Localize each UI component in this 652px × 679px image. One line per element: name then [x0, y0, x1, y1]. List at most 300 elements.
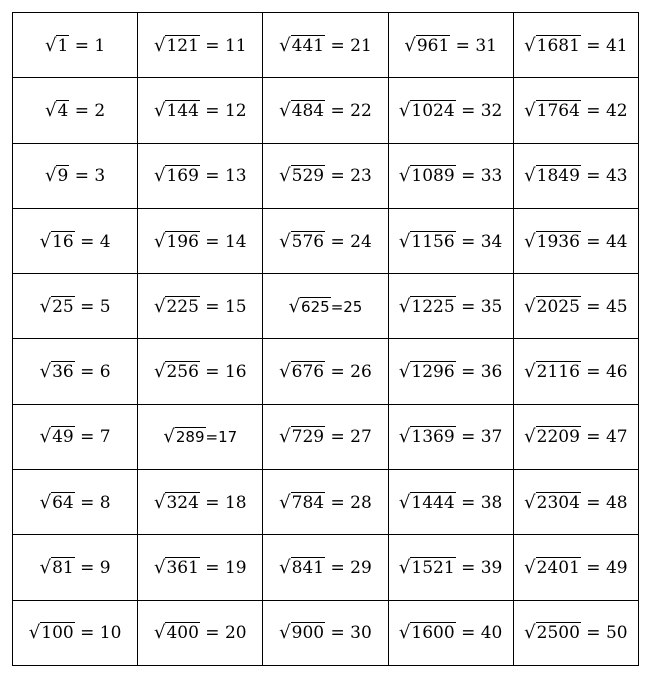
root-value: 44 [605, 231, 628, 252]
square-root-symbol: √ [153, 165, 166, 187]
root-value: 27 [350, 427, 372, 448]
table-row [13, 143, 639, 208]
root-value: 3 [94, 166, 106, 187]
radicand: 1 [57, 35, 69, 56]
radicand: 1764 [536, 100, 580, 121]
equals-sign: = [325, 100, 351, 121]
table-row [13, 404, 639, 469]
radicand: 1936 [536, 231, 580, 252]
root-value: 18 [224, 492, 247, 513]
radicand: 36 [52, 362, 74, 383]
radicand: 169 [166, 166, 199, 187]
root-value: 40 [480, 623, 503, 644]
radicand: 2209 [536, 427, 580, 448]
root-value: 48 [605, 492, 628, 513]
square-root-symbol: √ [279, 491, 291, 513]
radicand: 1089 [411, 166, 455, 187]
radicand: 400 [166, 623, 199, 644]
square-root-symbol: √ [39, 230, 52, 252]
table-cell [513, 404, 638, 469]
table-cell [13, 470, 138, 535]
table-cell [13, 143, 138, 208]
radicand: 784 [291, 492, 325, 513]
square-root-equation [399, 426, 502, 447]
equals-sign: = [580, 623, 606, 644]
square-root-equation [40, 426, 111, 447]
root-value: 50 [605, 623, 628, 644]
square-root-equation [524, 100, 627, 121]
table-cell [388, 208, 513, 273]
square-root-symbol: √ [398, 99, 411, 121]
square-root-equation [524, 426, 627, 447]
root-value: 15 [224, 296, 247, 317]
radicand: 2500 [536, 623, 580, 644]
radicand: 576 [291, 231, 325, 252]
equals-sign: = [455, 492, 481, 513]
square-root-symbol: √ [39, 491, 52, 513]
square-root-symbol: √ [163, 426, 175, 448]
radicand: 1296 [411, 362, 455, 383]
square-root-symbol: √ [524, 295, 536, 317]
root-value: 25 [343, 297, 363, 316]
equals-sign: = [199, 558, 225, 579]
equals-sign: = [199, 166, 225, 187]
radicand: 484 [291, 100, 325, 121]
radicand: 1600 [411, 623, 455, 644]
radicand: 324 [166, 492, 199, 513]
table-cell [263, 404, 388, 469]
table-cell [388, 600, 513, 665]
square-root-equation [524, 165, 627, 186]
equals-sign: = [455, 362, 481, 383]
square-root-symbol: √ [279, 99, 291, 121]
table-row [13, 78, 639, 143]
square-root-symbol: √ [153, 491, 166, 513]
radicand: 841 [291, 558, 325, 579]
equals-sign: = [69, 100, 95, 121]
square-root-symbol: √ [524, 99, 536, 121]
root-value: 29 [350, 558, 372, 579]
root-value: 12 [224, 100, 247, 121]
square-root-equation [399, 557, 502, 578]
root-value: 20 [224, 623, 247, 644]
equals-sign: = [455, 427, 481, 448]
square-root-equation [279, 165, 372, 186]
square-root-equation [524, 557, 627, 578]
root-value: 2 [94, 100, 106, 121]
table-cell [138, 208, 263, 273]
table-cell [263, 274, 388, 339]
table-cell [513, 535, 638, 600]
square-root-symbol: √ [279, 557, 291, 579]
root-value: 45 [605, 296, 628, 317]
root-value: 7 [99, 427, 111, 448]
square-root-symbol: √ [153, 361, 166, 383]
table-cell [263, 143, 388, 208]
square-root-equation [163, 426, 237, 447]
square-root-symbol: √ [398, 557, 411, 579]
radicand: 961 [416, 35, 450, 56]
root-value: 34 [480, 231, 503, 252]
square-root-symbol: √ [524, 426, 536, 448]
root-value: 14 [224, 231, 247, 252]
root-value: 35 [480, 296, 503, 317]
root-value: 13 [224, 166, 247, 187]
square-root-symbol: √ [524, 361, 536, 383]
equals-sign: = [580, 492, 606, 513]
root-value: 31 [475, 35, 497, 56]
radicand: 289 [175, 428, 205, 447]
radicand: 1225 [411, 296, 455, 317]
root-value: 4 [99, 231, 111, 252]
square-root-equation [40, 557, 111, 578]
square-root-symbol: √ [279, 426, 291, 448]
radicand: 441 [291, 35, 325, 56]
square-root-symbol: √ [524, 557, 536, 579]
root-value: 38 [480, 492, 503, 513]
square-root-equation [399, 361, 502, 382]
equals-sign: = [199, 100, 225, 121]
table-cell [263, 535, 388, 600]
equals-sign: = [325, 166, 351, 187]
table-cell [138, 339, 263, 404]
square-root-symbol: √ [28, 622, 41, 644]
equals-sign: = [74, 362, 100, 383]
equals-sign: = [455, 231, 481, 252]
equals-sign: = [580, 100, 606, 121]
equals-sign: = [325, 362, 351, 383]
radicand: 1444 [411, 492, 455, 513]
equals-sign: = [580, 231, 606, 252]
square-root-equation [524, 35, 627, 56]
square-root-symbol: √ [398, 361, 411, 383]
equals-sign: = [330, 297, 344, 316]
radicand: 729 [291, 427, 325, 448]
equals-sign: = [580, 558, 606, 579]
square-root-equation [279, 492, 372, 513]
radicand: 16 [52, 231, 74, 252]
table-cell [13, 13, 138, 78]
root-value: 17 [218, 428, 238, 447]
square-root-symbol: √ [398, 295, 411, 317]
root-value: 19 [224, 558, 247, 579]
root-value: 36 [480, 362, 503, 383]
square-root-equation [45, 35, 105, 56]
square-root-symbol: √ [288, 295, 301, 317]
square-root-equation [154, 296, 247, 317]
root-value: 8 [99, 492, 111, 513]
square-root-symbol: √ [524, 491, 536, 513]
equals-sign: = [199, 623, 225, 644]
equals-sign: = [74, 231, 100, 252]
square-root-symbol: √ [153, 622, 166, 644]
square-root-equation [154, 361, 247, 382]
square-root-equation [279, 35, 372, 56]
square-root-equation [279, 231, 372, 252]
table-cell [388, 78, 513, 143]
square-root-symbol: √ [398, 426, 411, 448]
table-body [13, 13, 639, 666]
radicand: 9 [57, 166, 69, 187]
square-root-equation [40, 361, 111, 382]
equals-sign: = [199, 362, 225, 383]
table-cell [513, 13, 638, 78]
root-value: 1 [94, 35, 106, 56]
radicand: 256 [166, 362, 199, 383]
table-cell [138, 535, 263, 600]
equals-sign: = [199, 231, 225, 252]
square-root-symbol: √ [524, 165, 536, 187]
table-cell [13, 208, 138, 273]
square-root-symbol: √ [404, 34, 416, 56]
table-cell [138, 13, 263, 78]
radicand: 900 [291, 623, 325, 644]
square-root-equation [524, 492, 627, 513]
square-root-equation [154, 231, 247, 252]
square-root-symbol: √ [524, 34, 536, 56]
square-root-symbol: √ [398, 165, 411, 187]
square-root-equation [399, 296, 502, 317]
square-root-equation [289, 296, 363, 317]
table-cell [138, 274, 263, 339]
square-root-symbol: √ [44, 165, 57, 187]
root-value: 16 [224, 362, 247, 383]
square-roots-table [12, 12, 639, 666]
radicand: 121 [166, 35, 199, 56]
equals-sign: = [199, 492, 225, 513]
equals-sign: = [325, 558, 351, 579]
radicand: 676 [291, 362, 325, 383]
table-cell [13, 600, 138, 665]
equals-sign: = [580, 166, 606, 187]
square-root-equation [399, 165, 502, 186]
square-root-symbol: √ [279, 230, 291, 252]
table-cell [513, 78, 638, 143]
square-root-symbol: √ [398, 491, 411, 513]
root-value: 6 [99, 362, 111, 383]
table-row [13, 470, 639, 535]
table-cell [388, 404, 513, 469]
root-value: 37 [480, 427, 503, 448]
root-value: 24 [350, 231, 372, 252]
square-root-equation [524, 361, 627, 382]
square-root-symbol: √ [39, 426, 52, 448]
equals-sign: = [74, 558, 100, 579]
table-cell [13, 339, 138, 404]
square-root-equation [524, 296, 627, 317]
radicand: 361 [166, 558, 199, 579]
table-cell [513, 339, 638, 404]
radicand: 25 [52, 296, 74, 317]
square-root-symbol: √ [39, 557, 52, 579]
square-root-symbol: √ [524, 622, 536, 644]
table-row [13, 600, 639, 665]
square-root-equation [524, 231, 627, 252]
equals-sign: = [580, 35, 606, 56]
square-root-equation [154, 100, 247, 121]
equals-sign: = [325, 231, 351, 252]
square-root-equation [154, 165, 247, 186]
square-root-symbol: √ [153, 99, 166, 121]
root-value: 5 [99, 296, 111, 317]
table-cell [13, 274, 138, 339]
equals-sign: = [74, 623, 100, 644]
table-cell [263, 208, 388, 273]
equals-sign: = [580, 362, 606, 383]
square-root-symbol: √ [279, 622, 291, 644]
radicand: 2401 [536, 558, 580, 579]
square-root-symbol: √ [398, 622, 411, 644]
root-value: 10 [99, 623, 122, 644]
root-value: 26 [350, 362, 372, 383]
square-root-symbol: √ [279, 165, 291, 187]
radicand: 1849 [536, 166, 580, 187]
radicand: 2116 [536, 362, 580, 383]
root-value: 23 [350, 166, 372, 187]
root-value: 21 [350, 35, 372, 56]
square-root-equation [40, 231, 111, 252]
equals-sign: = [325, 492, 351, 513]
equals-sign: = [325, 623, 351, 644]
root-value: 33 [480, 166, 503, 187]
square-root-equation [524, 622, 627, 643]
square-root-symbol: √ [153, 34, 166, 56]
square-root-equation [279, 622, 372, 643]
radicand: 1681 [536, 35, 580, 56]
table-row [13, 339, 639, 404]
square-root-equation [279, 100, 372, 121]
radicand: 81 [52, 558, 74, 579]
root-value: 9 [99, 558, 111, 579]
square-root-equation [279, 557, 372, 578]
equals-sign: = [199, 35, 225, 56]
square-root-equation [40, 296, 111, 317]
table-cell [138, 600, 263, 665]
root-value: 43 [605, 166, 628, 187]
table-cell [138, 143, 263, 208]
equals-sign: = [325, 427, 351, 448]
square-root-symbol: √ [44, 99, 57, 121]
square-root-equation [45, 100, 105, 121]
radicand: 2304 [536, 492, 580, 513]
table-cell [13, 535, 138, 600]
radicand: 225 [166, 296, 199, 317]
equals-sign: = [455, 100, 481, 121]
radicand: 529 [291, 166, 325, 187]
table-cell [388, 339, 513, 404]
table-cell [513, 143, 638, 208]
table-cell [13, 78, 138, 143]
radicand: 144 [166, 100, 199, 121]
square-root-equation [399, 492, 502, 513]
equals-sign: = [69, 166, 95, 187]
square-root-symbol: √ [153, 295, 166, 317]
table-cell [513, 600, 638, 665]
radicand: 1521 [411, 558, 455, 579]
table-cell [263, 600, 388, 665]
equals-sign: = [455, 166, 481, 187]
square-root-symbol: √ [39, 361, 52, 383]
square-root-symbol: √ [153, 230, 166, 252]
table-cell [138, 404, 263, 469]
root-value: 46 [605, 362, 628, 383]
table-row [13, 13, 639, 78]
radicand: 1156 [411, 231, 455, 252]
square-root-symbol: √ [44, 34, 57, 56]
table-cell [513, 274, 638, 339]
radicand: 1369 [411, 427, 455, 448]
square-root-equation [399, 100, 502, 121]
equals-sign: = [205, 428, 219, 447]
square-root-equation [154, 35, 247, 56]
equals-sign: = [69, 35, 95, 56]
equals-sign: = [580, 427, 606, 448]
table-cell [13, 404, 138, 469]
table-cell [388, 535, 513, 600]
equals-sign: = [450, 35, 476, 56]
square-root-equation [399, 622, 502, 643]
table-cell [388, 143, 513, 208]
square-root-equation [40, 492, 111, 513]
radicand: 1024 [411, 100, 455, 121]
root-value: 49 [605, 558, 628, 579]
table-row [13, 535, 639, 600]
table-cell [388, 13, 513, 78]
square-root-equation [45, 165, 105, 186]
radicand: 196 [166, 231, 199, 252]
equals-sign: = [74, 427, 100, 448]
root-value: 28 [350, 492, 372, 513]
radicand: 49 [52, 427, 74, 448]
equals-sign: = [74, 492, 100, 513]
root-value: 11 [224, 35, 247, 56]
square-root-equation [154, 492, 247, 513]
table-cell [263, 339, 388, 404]
square-root-equation [279, 426, 372, 447]
table-cell [138, 78, 263, 143]
root-value: 32 [480, 100, 503, 121]
equals-sign: = [455, 558, 481, 579]
equals-sign: = [199, 296, 225, 317]
table-cell [513, 470, 638, 535]
radicand: 2025 [536, 296, 580, 317]
square-root-symbol: √ [524, 230, 536, 252]
equals-sign: = [455, 623, 481, 644]
table-cell [388, 274, 513, 339]
table-row [13, 274, 639, 339]
square-root-equation [29, 622, 122, 643]
equals-sign: = [74, 296, 100, 317]
root-value: 41 [605, 35, 628, 56]
root-value: 30 [350, 623, 372, 644]
radicand: 100 [41, 623, 74, 644]
radicand: 4 [57, 100, 69, 121]
root-value: 42 [605, 100, 628, 121]
table-cell [263, 470, 388, 535]
table-cell [513, 208, 638, 273]
square-root-equation [154, 622, 247, 643]
square-root-equation [399, 231, 502, 252]
equals-sign: = [580, 296, 606, 317]
square-root-equation [404, 35, 497, 56]
square-root-symbol: √ [398, 230, 411, 252]
square-root-symbol: √ [39, 295, 52, 317]
equals-sign: = [325, 35, 351, 56]
table-cell [138, 470, 263, 535]
table-cell [263, 78, 388, 143]
square-root-symbol: √ [279, 34, 291, 56]
table-cell [263, 13, 388, 78]
